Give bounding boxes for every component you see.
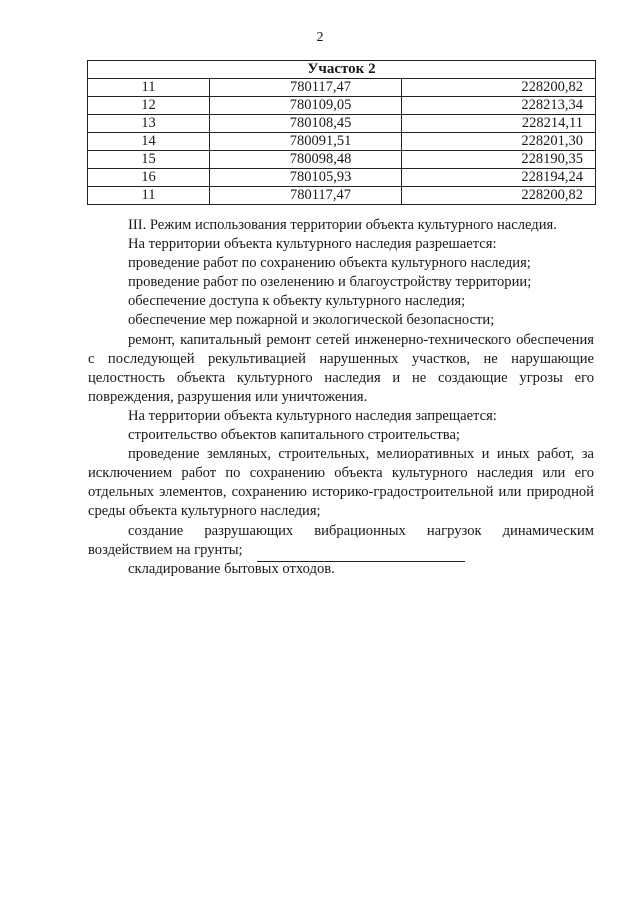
section-heading: III. Режим использования территории объекта культурного наследия. [128,217,557,233]
table-row [88,187,596,205]
x-coordinate: 780117,47 [210,187,402,205]
table-section-header-row [88,61,596,79]
forbidden-intro: На территории объекта культурного наследия запрещается: [128,407,497,424]
allowed-item: обеспечение доступа к объекту культурного наследия; [128,293,466,310]
y-coordinate: 228201,30 [402,133,596,151]
y-coordinate: 228213,34 [402,97,596,115]
y-coordinate: 228200,82 [402,79,596,97]
x-coordinate: 780105,93 [210,169,402,187]
table-row [88,115,596,133]
point-number: 15 [88,151,210,169]
end-divider-line [257,561,465,562]
table-row [88,151,596,169]
point-number: 11 [88,187,210,205]
coordinates-table [87,60,596,205]
allowed-item: ремонт, капитальный ремонт сетей инженерно-технического обеспечения с последующей рекультивацией нарушенных участков, не нарушающие целостность объекта культурного наследия и не создающие угрозы его повреждения, разрушения или уничтожения. [88,331,594,405]
table-row [88,169,596,187]
forbidden-item: создание разрушающих вибрационных нагрузок динамическим воздействием на грунты; [88,522,594,558]
regime-text [88,216,594,579]
point-number: 13 [88,115,210,133]
x-coordinate: 780109,05 [210,97,402,115]
forbidden-item: складирование бытовых отходов. [128,560,335,577]
section-title: Участок 2 [88,61,596,79]
allowed-item: обеспечение мер пожарной и экологической безопасности; [128,312,495,329]
y-coordinate: 228194,24 [402,169,596,187]
x-coordinate: 780117,47 [210,79,402,97]
forbidden-item: строительство объектов капитального строительства; [128,427,460,444]
y-coordinate: 228200,82 [402,187,596,205]
allowed-item: проведение работ по озеленению и благоустройству территории; [128,274,532,291]
y-coordinate: 228190,35 [402,151,596,169]
table-row [88,97,596,115]
table-row [88,79,596,97]
point-number: 14 [88,133,210,151]
y-coordinate: 228214,11 [402,115,596,133]
forbidden-item: проведение земляных, строительных, мелиоративных и иных работ, за исключением работ по сохранению объекта культурного наследия или его отдельных элементов, сохранению историко-градостроительной или природной среды объекта культурного наследия; [88,446,594,520]
x-coordinate: 780098,48 [210,151,402,169]
point-number: 11 [88,79,210,97]
x-coordinate: 780091,51 [210,133,402,151]
point-number: 12 [88,97,210,115]
allowed-item: проведение работ по сохранению объекта культурного наследия; [128,255,531,272]
table-row [88,133,596,151]
allowed-intro: На территории объекта культурного наследия разрешается: [128,236,497,253]
point-number: 16 [88,169,210,187]
page-number: 2 [316,30,324,45]
x-coordinate: 780108,45 [210,115,402,133]
